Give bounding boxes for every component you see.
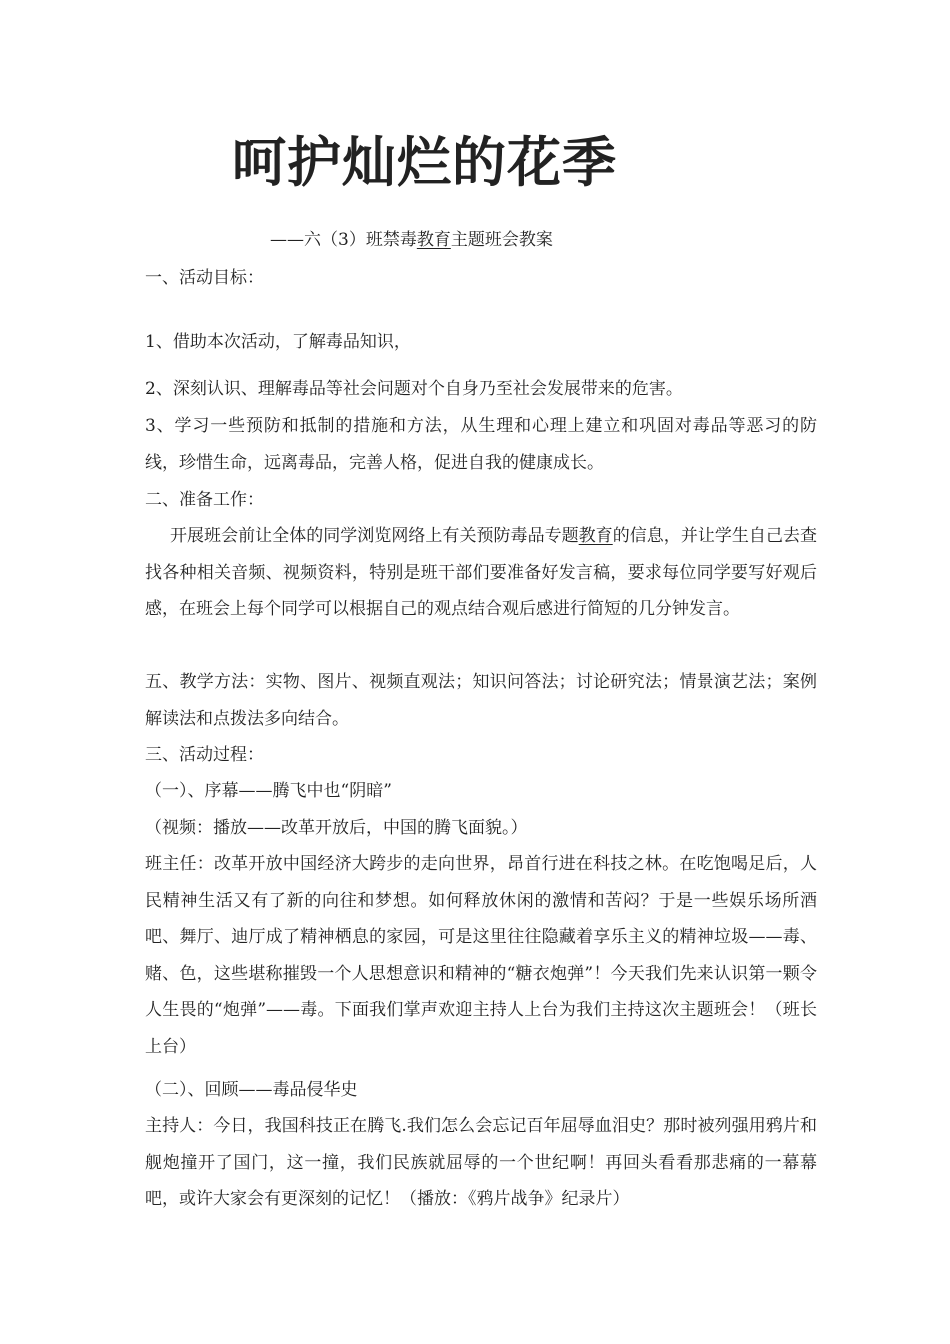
goal-2: 2、深刻认识、理解毒品等社会问题对个自身乃至社会发展带来的危害。	[145, 379, 683, 399]
prep-heading: 二、准备工作：	[145, 490, 264, 510]
prep-prefix: 开展班会前让全体的同学浏览网络上有关预防毒品专题	[170, 526, 579, 546]
goals-heading: 一、活动目标：	[145, 268, 264, 288]
goal-1: 1、借助本次活动，了解毒品知识，	[145, 332, 411, 352]
subtitle-prefix: ——六（3）班禁毒	[270, 230, 417, 250]
subtitle-suffix: 主题班会教案	[450, 230, 553, 250]
prep-suffix: 的信息，并让学生自己去查找各种相关音频、视频资料，特别是班干部们要准备好发言稿，要求每位同学要写好观后感，在班会上每个同学可以根据自己的观点结合观后感进行简短的几分钟发言。	[145, 526, 818, 619]
part2-host-paragraph: 主持人：今日，我国科技正在腾飞.我们怎么会忘记百年屈辱血泪史？那时被列强用鸦片和舰炮撞开了国门，这一撞，我们民族就屈辱的一个世纪啊！再回头看看那悲痛的一幕幕吧，或许大家会有更深刻的记忆！（播放：《鸦片战争》纪录片）	[145, 1116, 817, 1209]
part1-teacher-paragraph: 班主任：改革开放中国经济大跨步的走向世界，昂首行进在科技之林。在吃饱喝足后，人民精神生活又有了新的向往和梦想。如何释放休闲的激情和苦闷？于是一些娱乐场所酒吧、舞厅、迪厅成了精神栖息的家园，可是这里往往隐藏着享乐主义的精神垃圾——毒、赌、色，这些堪称摧毁一个人思想意识和精神的“糖衣炮弹”！今天我们先来认识第一颗令人生畏的“炮弹”——毒。下面我们掌声欢迎主持人上台为我们主持这次主题班会！（班长上台）	[145, 854, 817, 1057]
document-title: 呵护灿烂的花季	[232, 131, 617, 194]
methods-paragraph: 五、教学方法：实物、图片、视频直观法；知识问答法；讨论研究法；情景演艺法；案例解读法和点拨法多向结合。	[145, 672, 817, 729]
part2-heading: （二）、回顾——毒品侵华史	[145, 1080, 358, 1100]
part1-video-note: （视频：播放——改革开放后，中国的腾飞面貌。）	[145, 818, 528, 838]
document-subtitle	[270, 226, 553, 254]
process-heading: 三、活动过程：	[145, 745, 264, 765]
prep-link[interactable]: 教育	[578, 526, 613, 546]
subtitle-link[interactable]: 教育	[416, 230, 451, 250]
goal-3: 3、学习一些预防和抵制的措施和方法，从生理和心理上建立和巩固对毒品等恶习的防线，珍惜生命，远离毒品，完善人格，促进自我的健康成长。	[145, 416, 817, 473]
prep-paragraph	[145, 518, 817, 628]
part1-heading: （一）、序幕——腾飞中也“阴暗”	[145, 781, 392, 801]
